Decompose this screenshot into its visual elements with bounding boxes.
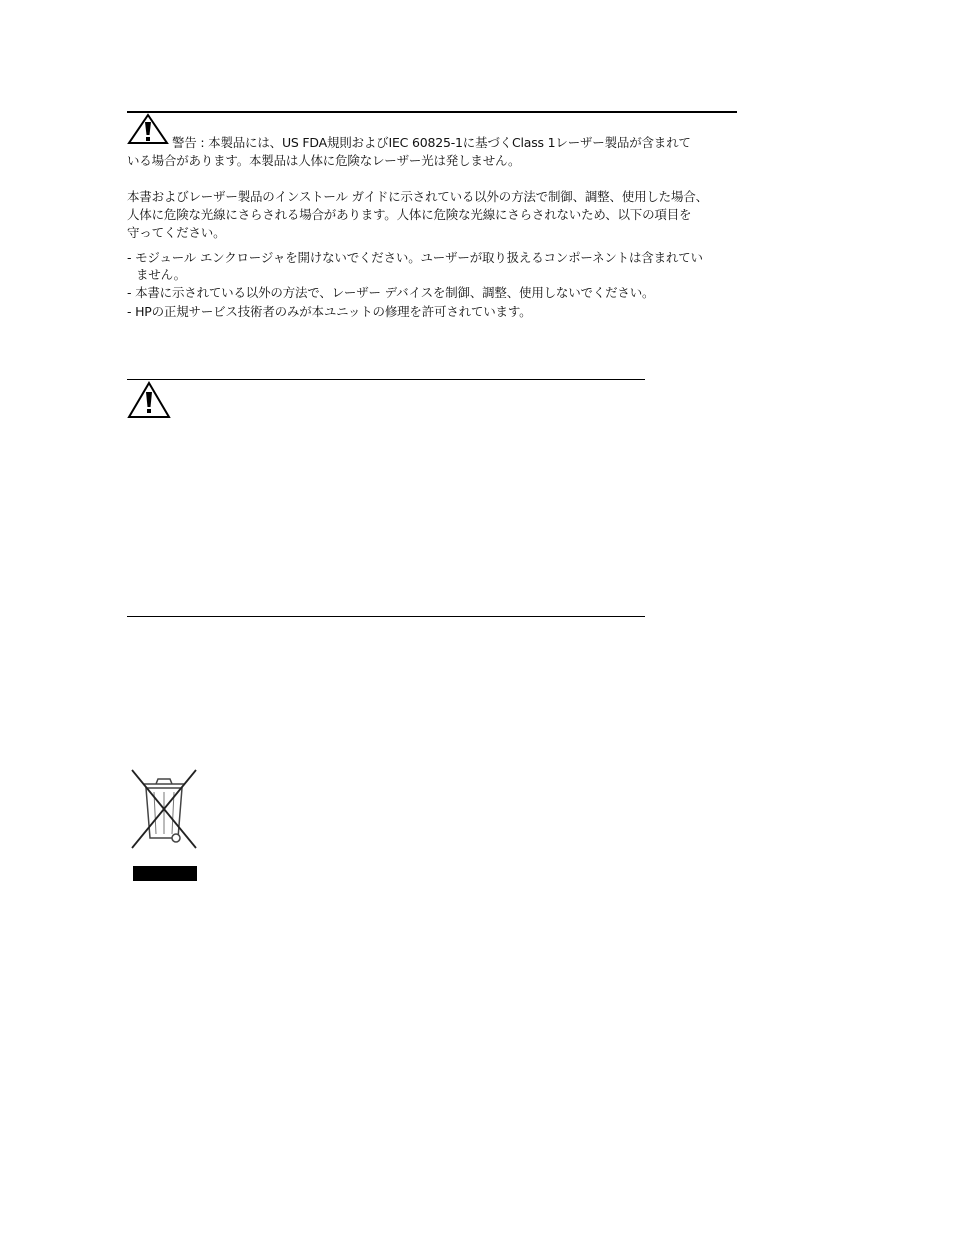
warning-text-line-1: 警告 : 本製品には、US FDA規則およびIEC 60825-1に基づくClass 1レーザー製品が含まれて	[172, 135, 691, 150]
list-item-1-line-1: - モジュール エンクロージャを開けないでください。ユーザーが取り扱えるコンポーネントは含まれてい	[127, 250, 703, 265]
paragraph-line-2: 人体に危険な光線にさらされる場合があります。人体に危険な光線にさらされないため、以下の項目を	[127, 207, 692, 222]
list-item-3: - HPの正規サービス技術者のみが本ユニットの修理を許可されています。	[127, 304, 532, 319]
warning-text-line-2: いる場合があります。本製品は人体に危険なレーザー光は発しません。	[127, 153, 521, 168]
box-top-rule	[127, 379, 645, 380]
paragraph-line-1: 本書およびレーザー製品のインストール ガイドに示されている以外の方法で制御、調整、使用した場合、	[127, 189, 708, 204]
list-item-1-line-2: ません。	[136, 267, 186, 282]
crossed-out-wheelie-bin-icon	[128, 768, 200, 852]
top-rule	[127, 111, 737, 113]
warning-triangle-icon	[127, 113, 169, 145]
box-bottom-rule	[127, 616, 645, 617]
list-item-2: - 本書に示されている以外の方法で、レーザー デバイスを制御、調整、使用しないでください。	[127, 285, 655, 300]
paragraph-line-3: 守ってください。	[127, 225, 226, 240]
weee-black-bar	[133, 866, 197, 881]
warning-triangle-icon	[127, 381, 171, 419]
